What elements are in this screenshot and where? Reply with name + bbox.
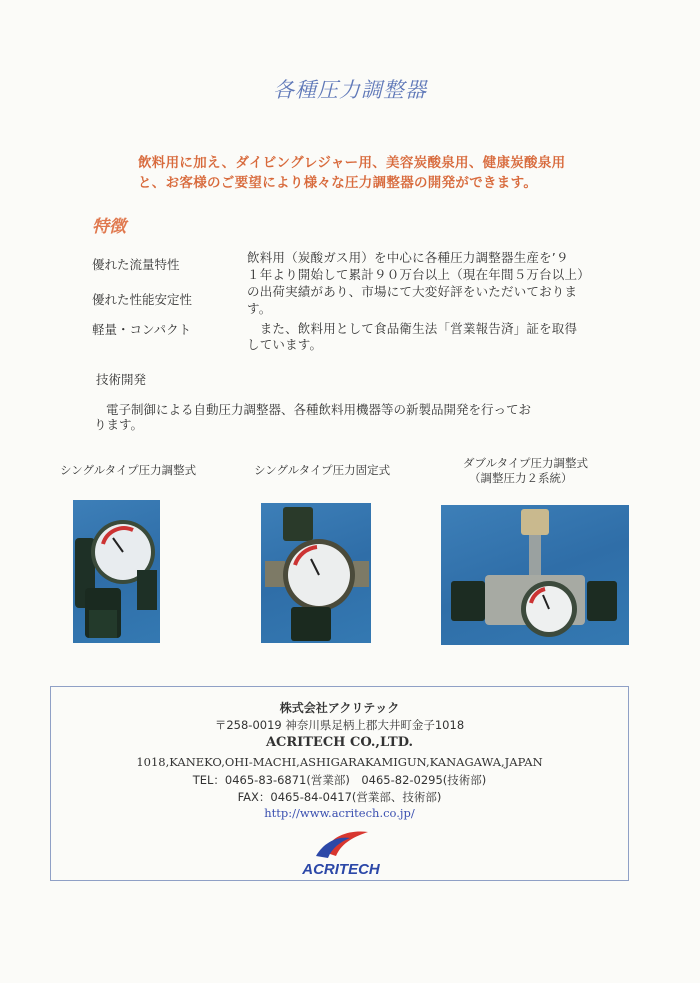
acritech-logo-mark — [286, 816, 396, 878]
acritech-logo — [286, 816, 396, 878]
features-heading: 特徴 — [92, 217, 126, 237]
product-caption-single-fixed: シングルタイプ圧力固定式 — [254, 463, 391, 477]
tech-heading: 技術開発 — [96, 372, 147, 387]
feature-description-line: 飲料用（炭酸ガス用）を中心に各種圧力調整器生産を’９ — [247, 250, 569, 265]
product-caption-double-line-2: （調整圧力２系統） — [469, 471, 573, 485]
feature-description-line: の出荷実績があり、市場にて大変好評をいただいておりま — [247, 284, 578, 299]
product-caption-single-adjustable: シングルタイプ圧力調整式 — [60, 463, 197, 477]
tech-text-line-2: ります。 — [94, 417, 144, 432]
feature-item: 優れた流量特性 — [92, 257, 180, 272]
feature-description-line: す。 — [247, 301, 272, 316]
intro-line-1: 飲料用に加え、ダイビングレジャー用、美容炭酸泉用、健康炭酸泉用 — [138, 155, 566, 171]
tech-text-line-1: 電子制御による自動圧力調整器、各種飲料用機器等の新製品開発を行ってお — [106, 402, 532, 417]
feature-item: 優れた性能安定性 — [92, 292, 193, 307]
logo-wordmark: ACRITECH — [302, 861, 380, 878]
company-address-en: 1018,KANEKO,OHI-MACHI,ASHIGARAKAMIGUN,KANAGAWA,JAPAN — [136, 755, 543, 769]
intro-line-2: と、お客様のご要望により様々な圧力調整器の開発ができます。 — [138, 175, 538, 191]
feature-description-line: １年より開始して累計９０万台以上（現在年間５万台以上） — [247, 267, 590, 282]
feature-description-line: しています。 — [247, 337, 323, 352]
company-url-link[interactable]: http://www.acritech.co.jp/ — [264, 806, 415, 820]
regulator-illustration — [73, 500, 160, 643]
regulator-illustration — [441, 505, 629, 645]
company-name-jp: 株式会社アクリテック — [279, 701, 400, 715]
product-photo-single-fixed — [261, 503, 371, 643]
product-photo-double-adjustable — [441, 505, 629, 645]
feature-item: 軽量・コンパクト — [92, 322, 192, 337]
regulator-illustration — [261, 503, 371, 643]
page-title: 各種圧力調整器 — [273, 78, 427, 102]
company-tel: TEL：0465-83-6871(営業部) 0465-82-0295(技術部) — [192, 773, 487, 787]
product-caption-double-line-1: ダブルタイプ圧力調整式 — [463, 456, 589, 470]
company-fax: FAX：0465-84-0417(営業部、技術部) — [237, 790, 442, 804]
product-photo-single-adjustable — [73, 500, 160, 643]
company-address-jp: 〒258-0019 神奈川県足柄上郡大井町金子1018 — [214, 718, 465, 732]
company-name-en: ACRITECH CO.,LTD. — [265, 735, 414, 750]
feature-description-line: また、飲料用として食品衛生法「営業報告済」証を取得 — [247, 321, 578, 336]
